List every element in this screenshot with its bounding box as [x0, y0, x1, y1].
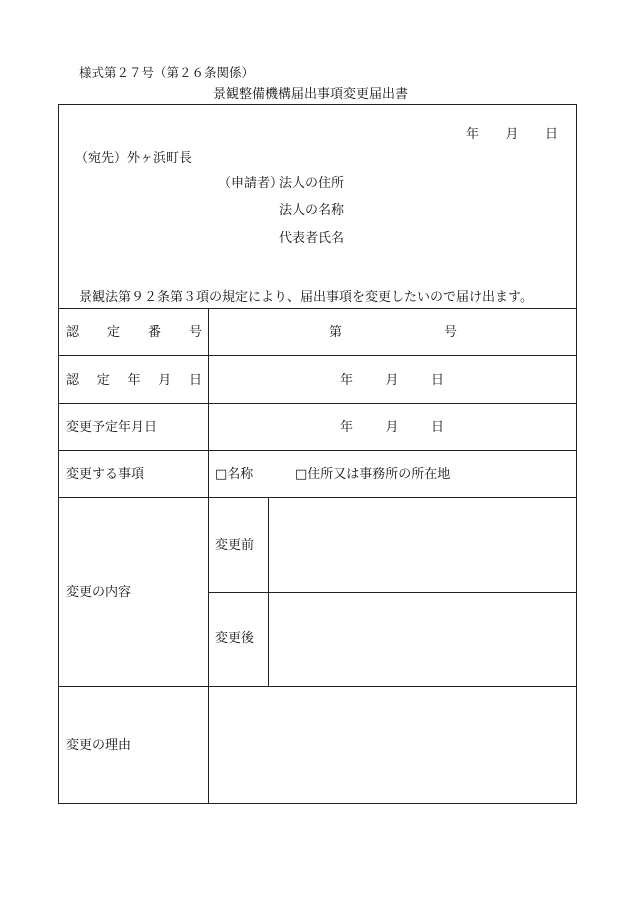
planned-date-label: 変更予定年月日 [66, 420, 158, 435]
addressee: （宛先）外ヶ浜町長 [75, 151, 193, 166]
applicant-label: （申請者） [218, 176, 284, 191]
row-divider [58, 686, 577, 687]
statement: 景観法第９２条第３項の規定により、届出事項を変更したいので届け出ます。 [79, 290, 533, 305]
row-divider [58, 497, 577, 498]
cert-number-label: 認 定 番 号 [66, 325, 202, 340]
after-field[interactable] [270, 594, 576, 685]
planned-date-field[interactable]: 年 月 日 [340, 420, 444, 435]
submission-date [466, 128, 558, 141]
form-number: 様式第２７号（第２６条関係） [79, 65, 255, 80]
before-label: 変更前 [215, 538, 255, 553]
row-divider [208, 592, 577, 593]
cert-number-prefix: 第 [329, 325, 343, 340]
applicant-address-label: 法人の住所 [279, 176, 345, 191]
row-divider [58, 403, 577, 404]
reason-field[interactable] [210, 688, 576, 803]
year-label: 年 [466, 127, 480, 142]
cert-number-suffix: 号 [443, 325, 457, 340]
cert-number-field[interactable] [329, 326, 457, 339]
column-divider [268, 497, 269, 686]
change-content-label: 変更の内容 [66, 585, 132, 600]
change-items-label: 変更する事項 [66, 467, 145, 482]
option-address-checkbox[interactable]: □住所又は事務所の所在地 [295, 467, 451, 482]
before-field[interactable] [270, 499, 576, 591]
cert-date-label: 認 定 年 月 日 [66, 373, 202, 388]
row-divider [58, 355, 577, 356]
cert-date-field[interactable]: 年 月 日 [340, 373, 444, 388]
month-label: 月 [505, 127, 519, 142]
row-divider [58, 308, 577, 309]
day-label: 日 [544, 127, 558, 142]
row-divider [58, 450, 577, 451]
option-name-checkbox[interactable]: □名称 [215, 467, 254, 482]
form-title: 景観整備機構届出事項変更届出書 [213, 87, 409, 102]
applicant-representative-label: 代表者氏名 [279, 231, 345, 246]
after-label: 変更後 [215, 631, 255, 646]
change-reason-label: 変更の理由 [66, 738, 132, 753]
applicant-name-label: 法人の名称 [279, 203, 345, 218]
column-divider [208, 308, 209, 804]
